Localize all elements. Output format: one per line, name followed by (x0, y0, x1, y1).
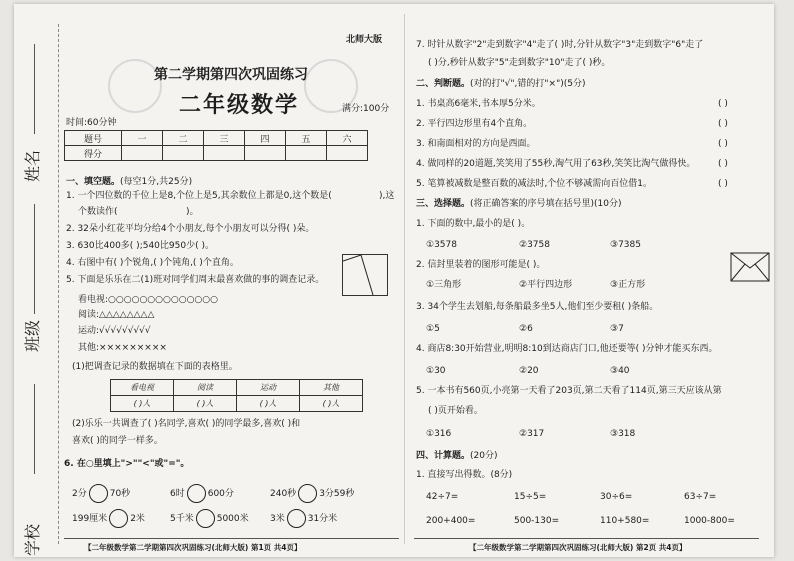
question-1b-end: )。 (186, 207, 199, 217)
choice-option[interactable]: ②平行四边形 (519, 280, 573, 290)
judge-item: 2. 平行四边形里有4个直角。 (416, 119, 533, 129)
score-cell[interactable] (327, 146, 368, 161)
judge-paren[interactable]: ( ) (718, 159, 728, 169)
score-cell[interactable] (245, 146, 286, 161)
left-page (64, 4, 404, 557)
choice-option[interactable]: ③40 (610, 366, 630, 376)
choice-option[interactable]: ①3578 (426, 240, 457, 250)
record-tv: 看电视:○○○○○○○○○○○○○○ (78, 295, 218, 305)
calc-item: 30÷6= (600, 492, 633, 502)
calc-item: 42÷7= (426, 492, 459, 502)
section2-heading: 二、判断题。(对的打"√",错的打"×")(5分) (416, 79, 586, 89)
judge-item: 4. 做同样的20道题,笑笑用了55秒,淘气用了63秒,笑笑比淘气做得快。 (416, 159, 696, 169)
binding-strip (14, 4, 64, 557)
full-score: 满分:100分 (342, 104, 390, 114)
compare-circle[interactable] (196, 509, 215, 528)
record-other: 其他:××××××××× (78, 343, 167, 353)
record-sports: 运动:√√√√√√√√√ (78, 326, 151, 336)
compare-circle[interactable] (187, 484, 206, 503)
score-table (64, 130, 368, 161)
section3-heading: 三、选择题。(将正确答案的序号填在括号里)(10分) (416, 199, 622, 209)
question-7b: ( )分,秒针从数字"5"走到数字"10"走了( )秒。 (428, 58, 611, 68)
choice-option[interactable]: ②20 (519, 366, 539, 376)
calc-item: 500-130= (514, 516, 560, 526)
compare-item: 199厘米 2米 (72, 509, 145, 528)
class-line (34, 204, 35, 314)
question-6: 6. 在○里填上">""<"或"="。 (64, 459, 190, 469)
exam-title: 二年级数学 (179, 93, 300, 118)
question-5-2a: (2)乐乐一共调查了( )名同学,喜欢( )的同学最多,喜欢( )和 (72, 419, 301, 429)
page-fold (404, 14, 405, 544)
survey-cell[interactable]: ( )人 (300, 396, 363, 412)
section4-heading: 四、计算题。(20分) (416, 451, 498, 461)
survey-header: 运动 (237, 380, 300, 396)
choice-option[interactable]: ③318 (610, 429, 636, 439)
question-3: 3. 630比400多( );540比950少( )。 (66, 241, 214, 251)
class-label: 班级 (23, 319, 42, 352)
judge-paren[interactable]: ( ) (718, 179, 728, 189)
compare-item: 240秒 3分59秒 (270, 484, 354, 503)
score-cell[interactable] (122, 146, 163, 161)
choice-option[interactable]: ①三角形 (426, 280, 462, 290)
choice-3: 3. 34个学生去划船,每条船最多坐5人,他们至少要租( )条船。 (416, 302, 659, 312)
compare-item: 3米 31分米 (270, 509, 337, 528)
name-label: 姓名 (23, 149, 42, 182)
envelope-icon (730, 252, 770, 282)
right-page (414, 4, 774, 557)
score-col: 五 (286, 131, 327, 146)
score-col: 三 (204, 131, 245, 146)
choice-option[interactable]: ③7385 (610, 240, 641, 250)
time-limit: 时间:60分钟 (66, 118, 117, 128)
score-row-label: 得分 (65, 146, 122, 161)
choice-option[interactable]: ①5 (426, 324, 440, 334)
survey-cell[interactable]: ( )人 (174, 396, 237, 412)
question-7a: 7. 时针从数字"2"走到数字"4"走了( )时,分针从数字"3"走到数字"6"走了 (416, 40, 704, 50)
compare-circle[interactable] (298, 484, 317, 503)
compare-item: 5千米 5000米 (170, 509, 249, 528)
choice-2: 2. 信封里装着的图形可能是( )。 (416, 260, 546, 270)
footer-rule (64, 538, 399, 539)
choice-option[interactable]: ②3758 (519, 240, 550, 250)
edition-label: 北师大版 (346, 35, 383, 45)
question-4: 4. 右图中有( )个锐角,( )个钝角,( )个直角。 (66, 258, 239, 268)
score-cell[interactable] (204, 146, 245, 161)
survey-header: 看电视 (111, 380, 174, 396)
calc-subtitle: 1. 直接写出得数。(8分) (416, 470, 513, 480)
survey-header: 其他 (300, 380, 363, 396)
binding-dashed-line (58, 24, 59, 544)
judge-paren[interactable]: ( ) (718, 119, 728, 129)
choice-option[interactable]: ②6 (519, 324, 533, 334)
choice-option[interactable]: ③7 (610, 324, 624, 334)
choice-5b: ( )页开始看。 (428, 406, 483, 416)
question-5-2b: 喜欢( )的同学一样多。 (72, 436, 163, 446)
compare-circle[interactable] (89, 484, 108, 503)
calc-item: 1000-800= (684, 516, 735, 526)
survey-header: 阅读 (174, 380, 237, 396)
compare-circle[interactable] (109, 509, 128, 528)
score-table-header: 题号 (65, 131, 122, 146)
calc-item: 200+400= (426, 516, 476, 526)
footer-rule (414, 538, 759, 539)
question-5-1: (1)把调查记录的数据填在下面的表格里。 (72, 362, 238, 372)
compare-item: 2分 70秒 (72, 484, 130, 503)
footer-left: 【二年级数学第二学期第四次巩固练习(北师大版) 第1页 共4页】 (84, 543, 302, 552)
choice-option[interactable]: ①30 (426, 366, 446, 376)
compare-circle[interactable] (287, 509, 306, 528)
calc-item: 15÷5= (514, 492, 547, 502)
score-col: 四 (245, 131, 286, 146)
choice-4: 4. 商店8:30开始营业,明明8:10到达商店门口,他还要等( )分钟才能买东西。 (416, 344, 718, 354)
calc-item: 110+580= (600, 516, 650, 526)
name-line (34, 44, 35, 134)
score-col: 二 (163, 131, 204, 146)
section1-heading: 一、填空题。(每空1分,共25分) (66, 177, 193, 187)
choice-option[interactable]: ②317 (519, 429, 545, 439)
score-col: 一 (122, 131, 163, 146)
calc-item: 63÷7= (684, 492, 717, 502)
choice-5a: 5. 一本书有560页,小亮第一天看了203页,第二天看了114页,第三天应该从第 (416, 386, 722, 396)
judge-paren[interactable]: ( ) (718, 139, 728, 149)
school-line (34, 384, 35, 474)
exam-subtitle: 第二学期第四次巩固练习 (154, 67, 308, 83)
compare-item: 6时 600分 (170, 484, 234, 503)
survey-cell[interactable]: ( )人 (237, 396, 300, 412)
choice-option[interactable]: ③正方形 (610, 280, 646, 290)
footer-right: 【二年级数学第二学期第四次巩固练习(北师大版) 第2页 共4页】 (469, 543, 687, 552)
question-1b: 个数读作( (78, 207, 118, 217)
exam-paper (14, 4, 774, 557)
choice-option[interactable]: ①316 (426, 429, 452, 439)
record-reading: 阅读:△△△△△△△△ (78, 310, 155, 320)
angle-figure-svg (343, 255, 387, 295)
school-label: 学校 (23, 523, 42, 556)
angle-figure (342, 254, 388, 296)
survey-cell[interactable]: ( )人 (111, 396, 174, 412)
survey-table (110, 379, 363, 412)
question-5: 5. 下面是乐乐在二(1)班对同学们周末最喜欢做的事的调查记录。 (66, 275, 325, 285)
score-cell[interactable] (286, 146, 327, 161)
score-col: 六 (327, 131, 368, 146)
judge-paren[interactable]: ( ) (718, 99, 728, 109)
choice-1: 1. 下面的数中,最小的是( )。 (416, 219, 531, 229)
judge-item: 5. 笔算被减数是整百数的减法时,个位不够减需向百位借1。 (416, 179, 653, 189)
question-1a: 1. 一个四位数的千位上是8,个位上是5,其余数位上都是0,这个数是( (66, 191, 332, 201)
judge-item: 1. 书桌高6毫米,书本厚5分米。 (416, 99, 541, 109)
question-2: 2. 32朵小红花平均分给4个小朋友,每个小朋友可以分得( )朵。 (66, 224, 315, 234)
judge-item: 3. 和南面相对的方向是西面。 (416, 139, 536, 149)
score-cell[interactable] (163, 146, 204, 161)
question-1a-end: ),这 (379, 191, 395, 201)
